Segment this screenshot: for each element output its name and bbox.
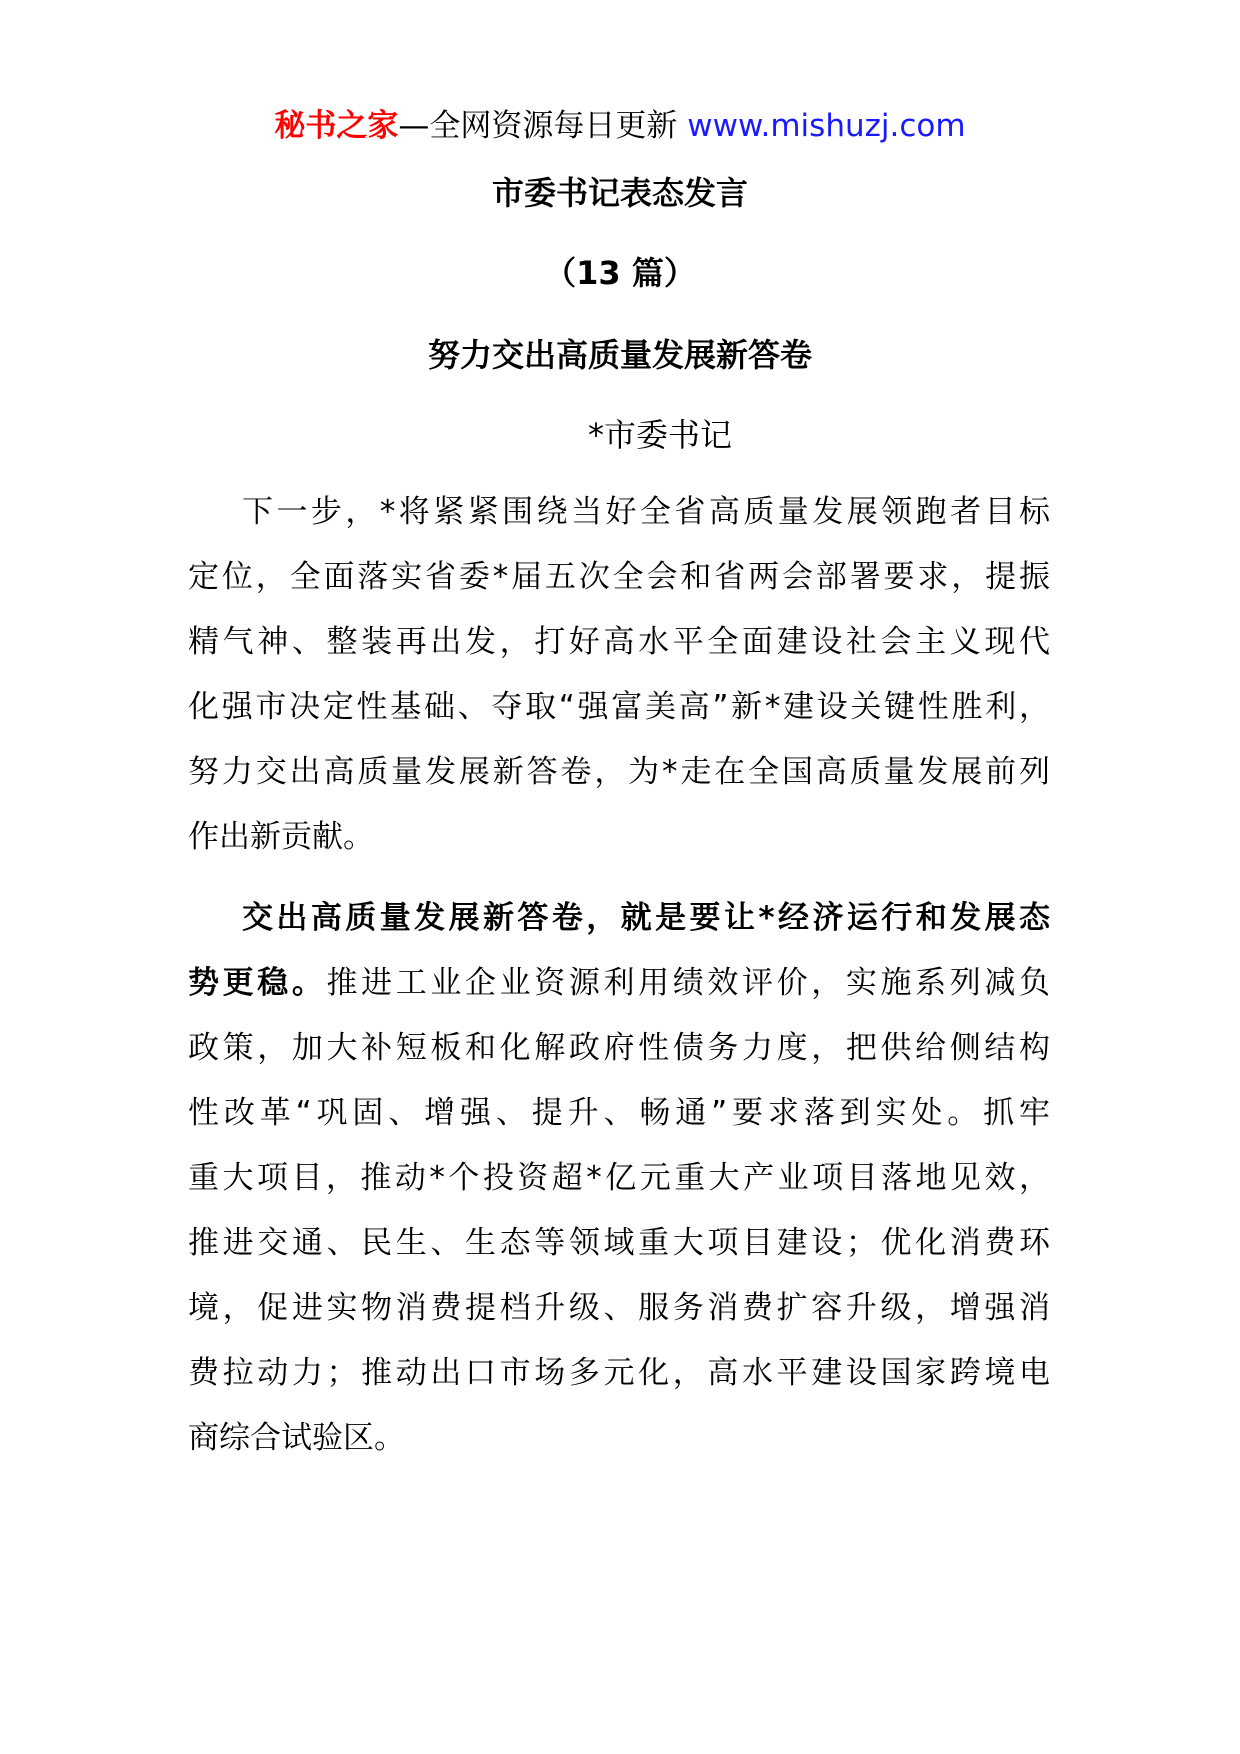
bold-heading-end: 势更稳。 [188, 965, 327, 1001]
text-line: 性改革“巩固、增强、提升、畅通”要求落到实处。抓牢 [188, 1095, 1050, 1131]
site-url-link[interactable]: www.mishuzj.com [687, 108, 966, 144]
text-line: 作出新贡献。 [188, 819, 374, 855]
text-line: 推进交通、民生、生态等领域重大项目建设；优化消费环 [188, 1225, 1050, 1261]
article-count: （13 篇） [544, 254, 696, 292]
text-line: 下一步，*将紧紧围绕当好全省高质量发展领跑者目标 [242, 494, 1050, 530]
header-tagline: —全网资源每日更新 [398, 108, 688, 144]
article-author: *市委书记 [587, 416, 732, 454]
brand-name: 秘书之家 [274, 108, 399, 144]
site-header [0, 100, 1240, 145]
text-line: 重大项目，推动*个投资超*亿元重大产业项目落地见效， [188, 1160, 1050, 1196]
paragraph-2 [188, 886, 1050, 1471]
text-line [188, 951, 1050, 1016]
text-line: 定位，全面落实省委*届五次全会和省两会部署要求，提振 [188, 559, 1050, 595]
bold-heading-line: 交出高质量发展新答卷，就是要让*经济运行和发展态 [242, 900, 1050, 936]
text-line: 政策，加大补短板和化解政府性债务力度，把供给侧结构 [188, 1030, 1050, 1066]
text-segment: 推进工业企业资源利用绩效评价，实施系列减负 [326, 965, 1050, 1001]
text-line: 商综合试验区。 [188, 1420, 405, 1456]
document-title: 市委书记表态发言 [491, 174, 748, 212]
text-line: 努力交出高质量发展新答卷，为*走在全国高质量发展前列 [188, 754, 1050, 790]
article-subtitle: 努力交出高质量发展新答卷 [427, 336, 812, 374]
text-line: 精气神、整装再出发，打好高水平全面建设社会主义现代 [188, 624, 1050, 660]
text-line: 化强市决定性基础、夺取“强富美高”新*建设关键性胜利， [188, 689, 1050, 725]
text-line: 境，促进实物消费提档升级、服务消费扩容升级，增强消 [188, 1290, 1050, 1326]
paragraph-1 [188, 480, 1050, 870]
text-line: 费拉动力；推动出口市场多元化，高水平建设国家跨境电 [188, 1355, 1050, 1391]
